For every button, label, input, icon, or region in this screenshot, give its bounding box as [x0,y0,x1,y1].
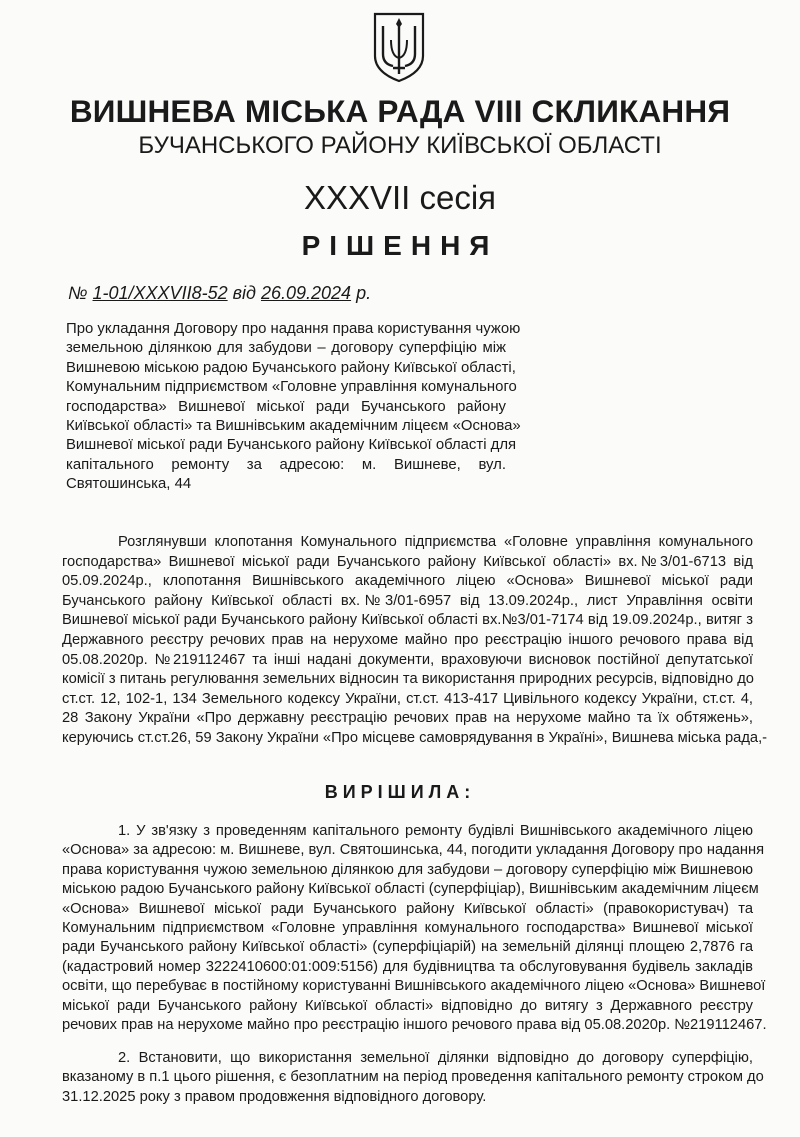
subject-line: Вишневої міської ради Бучанського району Київської області для [66,437,517,454]
clause-line: «Основа» Вишневої міської ради Бучанського району Київської області» (правокористувач) та [62,900,753,917]
clause-line: права користування чужою земельною ділянкою для забудови – договору суперфіцію між Вишневою [62,861,753,878]
council-name: ВИШНЕВА МІСЬКА РАДА VIII СКЛИКАННЯ [69,93,731,129]
from-label: від [232,283,256,303]
subject-line: земельною ділянкою для забудови – договору суперфіцію між [66,340,506,357]
preamble-line: 28 Закону України «Про державну реєстрацію речових прав на нерухоме майно та їх обтяжень», [62,710,753,727]
clause-line: ради Бучанського району Київської області» (суперфіціарій) на земельній ділянці площею 2,7876 га [62,939,753,956]
number-prefix: № [68,283,88,303]
clause-line: «Основа» за адресою: м. Вишневе, вул. Святошинська, 44, погодити укладання Договору про надання [62,842,765,859]
preamble-line: 05.09.2024р., клопотання Вишнівського академічного ліцею «Основа» Вишневої міської ради [62,573,753,590]
session-number: XXXVII сесія [303,179,497,216]
clause-line: Комунальним підприємством «Головне управління комунального господарства» Вишневої міської [62,920,753,937]
subject-line: Про укладання Договору про надання права користування чужою [66,321,521,337]
preamble-paragraph [62,533,768,749]
trident-coat-of-arms-icon [371,10,427,84]
subject-line: господарства» Вишневої міської ради Бучанського району [66,398,506,415]
preamble-line: Бучанського району Київської області вх.№3/01-6957 від 13.09.2024р., лист Управління освіти [62,592,753,609]
subject-line: капітального ремонту за адресою: м. Вишневе, вул. [66,456,506,473]
clause-line: міською радою Бучанського району Київської області (суперфіціар), Вишнівським академічним ліцеєм [62,881,759,898]
preamble-line: господарства» Вишневої міської ради Бучанського району Київської області» вх.№3/01-6713 від [62,553,753,570]
preamble-line: Державного реєстру речових прав на нерухоме майно про реєстрацію іншого речового права від [62,631,753,648]
preamble-line: Вишневої міської ради Бучанського району Київської області вх.№3/01-7174 від 19.09.2024р., витяг з [62,612,753,629]
date-suffix: р. [356,283,372,303]
district-name: БУЧАНСЬКОГО РАЙОНУ КИЇВСЬКОЇ ОБЛАСТІ [138,132,662,159]
subject-line: Святошинська, 44 [66,476,192,493]
decision-subject [66,320,521,495]
decision-date: 26.09.2024 [260,283,352,303]
decision-number: 1-01/XXXVII8-52 [92,283,228,303]
clause-1 [62,822,767,1035]
decision-number-line [68,280,371,306]
preamble-line: керуючись ст.ст.26, 59 Закону України «Про місцеве самоврядування в Україні», Вишнева міська рада,- [62,729,768,746]
clause-2 [62,1049,764,1107]
clause-line: (кадастровий номер 3222410600:01:009:5156) для будівництва та обслуговування будівель закладів [62,958,753,975]
preamble-line: ст.ст. 12, 102-1, 134 Земельного кодексу України, ст.ст. 413-417 Цивільного кодексу України, ст.ст. 4, [62,690,753,707]
clause-line: вказаному в п.1 цього рішення, є безоплатним на період проведення капітального ремонту строком до [62,1069,764,1086]
preamble-line: комісії з питань регулювання земельних відносин та використання природних ресурсів, відповідно до [62,671,754,688]
clause-line: освіти, що перебуває в постійному користуванні Вишнівського академічного ліцею «Основа» Вишневої [62,978,766,995]
clause-line: речових прав на нерухоме майно про реєстрацію іншого речового права від 05.08.2020р. №219112467. [62,1017,767,1034]
preamble-line: 05.08.2020р. №219112467 та інші надані документи, враховуючи висновок постійної депутатської [62,651,753,668]
resolved-heading: ВИРІШИЛА: [324,782,476,802]
preamble-line: Розглянувши клопотання Комунального підприємства «Головне управління комунального [118,534,753,550]
subject-line: Вишневою міською радою Бучанського району Київської області, [66,359,516,376]
clause-line: 1. У зв'язку з проведенням капітального ремонту будівлі Вишнівського академічного ліцею [118,823,753,839]
clause-line: 2. Встановити, що використання земельної ділянки відповідно до договору суперфіцію, [118,1050,753,1066]
subject-line: Київської області» та Вишнівським академічним ліцеєм «Основа» [66,418,521,435]
decision-title: РІШЕННЯ [301,230,499,261]
clause-line: міської ради Бучанського району Київської області» відповідно до витягу з Державного реєстру [62,997,753,1014]
subject-line: Комунальним підприємством «Головне управління комунального [66,379,517,396]
clause-line: 31.12.2025 року з правом продовження відповідного договору. [62,1088,487,1105]
